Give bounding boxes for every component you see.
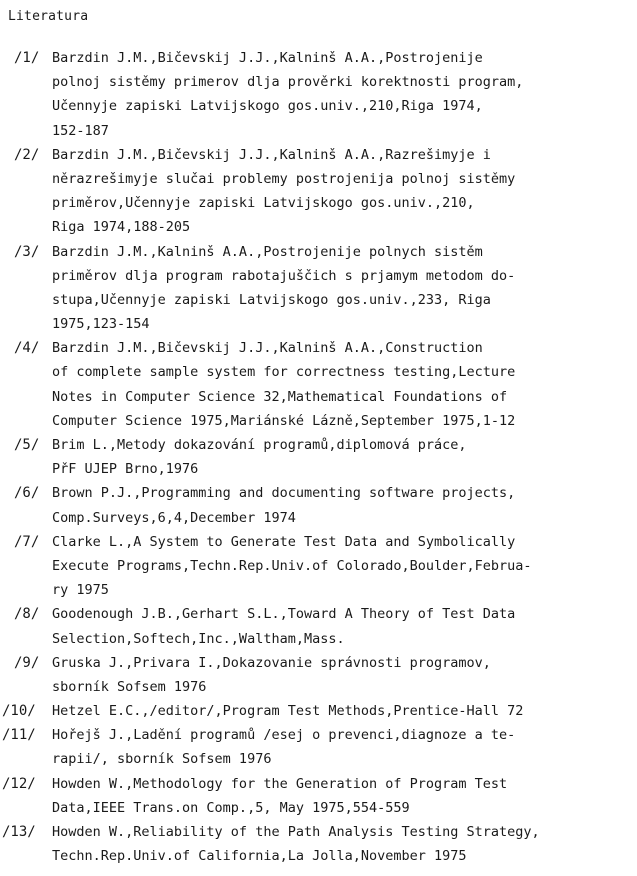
reference-list [0, 46, 637, 868]
reference-item [0, 433, 637, 481]
reference-line: Brim L.,Metody dokazování programů,diplomová práce, [52, 437, 467, 453]
reference-text [0, 602, 637, 650]
reference-number: /3/ [14, 243, 40, 260]
reference-line: Execute Programs,Techn.Rep.Univ.of Colorado,Boulder,Februa- [52, 557, 532, 574]
reference-item [0, 772, 637, 820]
reference-item [0, 46, 637, 143]
reference-text [0, 481, 637, 529]
reference-line: Hořejš J.,Ladění programů /esej o prevenci,diagnoze a te- [52, 727, 516, 744]
reference-line: Učennyje zapiski Latvijskogo gos.univ.,210,Riga 1974, [52, 98, 483, 115]
reference-text [0, 240, 637, 337]
reference-line: ry 1975 [52, 582, 109, 599]
reference-number: /4/ [14, 340, 40, 357]
reference-item [0, 481, 637, 529]
reference-text [0, 723, 637, 771]
reference-number: /8/ [14, 606, 40, 623]
reference-line: Clarke L.,A System to Generate Test Data and Symbolically [52, 533, 516, 550]
reference-line: 1975,123-154 [52, 316, 150, 333]
reference-line: Barzdin J.M.,Bičevskij J.J.,Kalninš A.A.,Construction [52, 340, 483, 357]
reference-number: /2/ [14, 146, 40, 163]
reference-number: /12/ [2, 775, 36, 792]
reference-item [0, 699, 637, 723]
reference-number: /6/ [14, 485, 40, 502]
reference-item [0, 143, 637, 240]
reference-line: Goodenough J.B.,Gerhart S.L.,Toward A Theory of Test Data [52, 606, 516, 623]
reference-line: Barzdin J.M.,Bičevskij J.J.,Kalninš A.A.,Postrojenije [52, 50, 483, 66]
reference-line: polnoj sistěmy primerov dlja prověrki korektnosti program, [52, 74, 524, 91]
reference-line: Comp.Surveys,6,4,December 1974 [52, 509, 296, 526]
reference-number: /10/ [2, 703, 36, 720]
reference-number: /7/ [14, 533, 40, 550]
reference-line: Selection,Softech,Inc.,Waltham,Mass. [52, 630, 345, 647]
reference-line: Computer Science 1975,Mariánské Lázně,September 1975,1-12 [52, 412, 516, 429]
reference-item [0, 651, 637, 699]
reference-number: /11/ [2, 727, 36, 744]
reference-item [0, 530, 637, 603]
reference-line: Howden W.,Methodology for the Generation of Program Test [52, 775, 508, 792]
reference-number: /1/ [14, 50, 40, 66]
reference-item [0, 602, 637, 650]
reference-text [0, 820, 637, 868]
reference-line: priměrov dlja program rabotajuščich s prjamym metodom do- [52, 267, 516, 284]
reference-number: /9/ [14, 654, 40, 671]
reference-line: priměrov,Učennyje zapiski Latvijskogo gos.univ.,210, [52, 195, 475, 212]
reference-line: Gruska J.,Privara I.,Dokazovanie správnosti programov, [52, 654, 491, 671]
reference-text [0, 433, 637, 481]
section-heading: Literatura [8, 9, 89, 24]
reference-item [0, 820, 637, 868]
reference-number: /5/ [14, 437, 40, 453]
reference-text [0, 651, 637, 699]
reference-line: Techn.Rep.Univ.of California,La Jolla,November 1975 [52, 848, 467, 865]
reference-text [0, 143, 637, 240]
reference-line: PřF UJEP Brno,1976 [52, 461, 199, 478]
reference-item [0, 240, 637, 337]
reference-line: stupa,Učennyje zapiski Latvijskogo gos.univ.,233, Riga [52, 291, 491, 308]
reference-line: sborník Sofsem 1976 [52, 678, 207, 695]
reference-line: rapii/, sborník Sofsem 1976 [52, 751, 272, 768]
reference-line: Notes in Computer Science 32,Mathematical Foundations of [52, 388, 508, 405]
reference-line: Howden W.,Reliability of the Path Analysis Testing Strategy, [52, 824, 540, 840]
reference-line: Barzdin J.M.,Bičevskij J.J.,Kalninš A.A.,Razrešimyje i [52, 146, 491, 163]
reference-item [0, 336, 637, 433]
reference-line: Hetzel E.C.,/editor/,Program Test Methods,Prentice-Hall 72 [52, 703, 524, 720]
reference-line: Riga 1974,188-205 [52, 219, 191, 236]
reference-line: Barzdin J.M.,Kalninš A.A.,Postrojenije polnych sistěm [52, 243, 483, 260]
reference-text [0, 336, 637, 433]
reference-item [0, 723, 637, 771]
reference-line: 152-187 [52, 122, 109, 139]
reference-text [0, 772, 637, 820]
reference-text [0, 46, 637, 143]
reference-text [0, 530, 637, 603]
reference-line: Data,IEEE Trans.on Comp.,5, May 1975,554-559 [52, 799, 410, 816]
reference-number: /13/ [2, 824, 36, 840]
reference-line: Brown P.J.,Programming and documenting software projects, [52, 485, 516, 502]
reference-line: of complete sample system for correctness testing,Lecture [52, 364, 516, 381]
reference-line: něrazrešimyje slučai problemy postrojenija polnoj sistěmy [52, 170, 516, 187]
reference-text [0, 699, 637, 723]
